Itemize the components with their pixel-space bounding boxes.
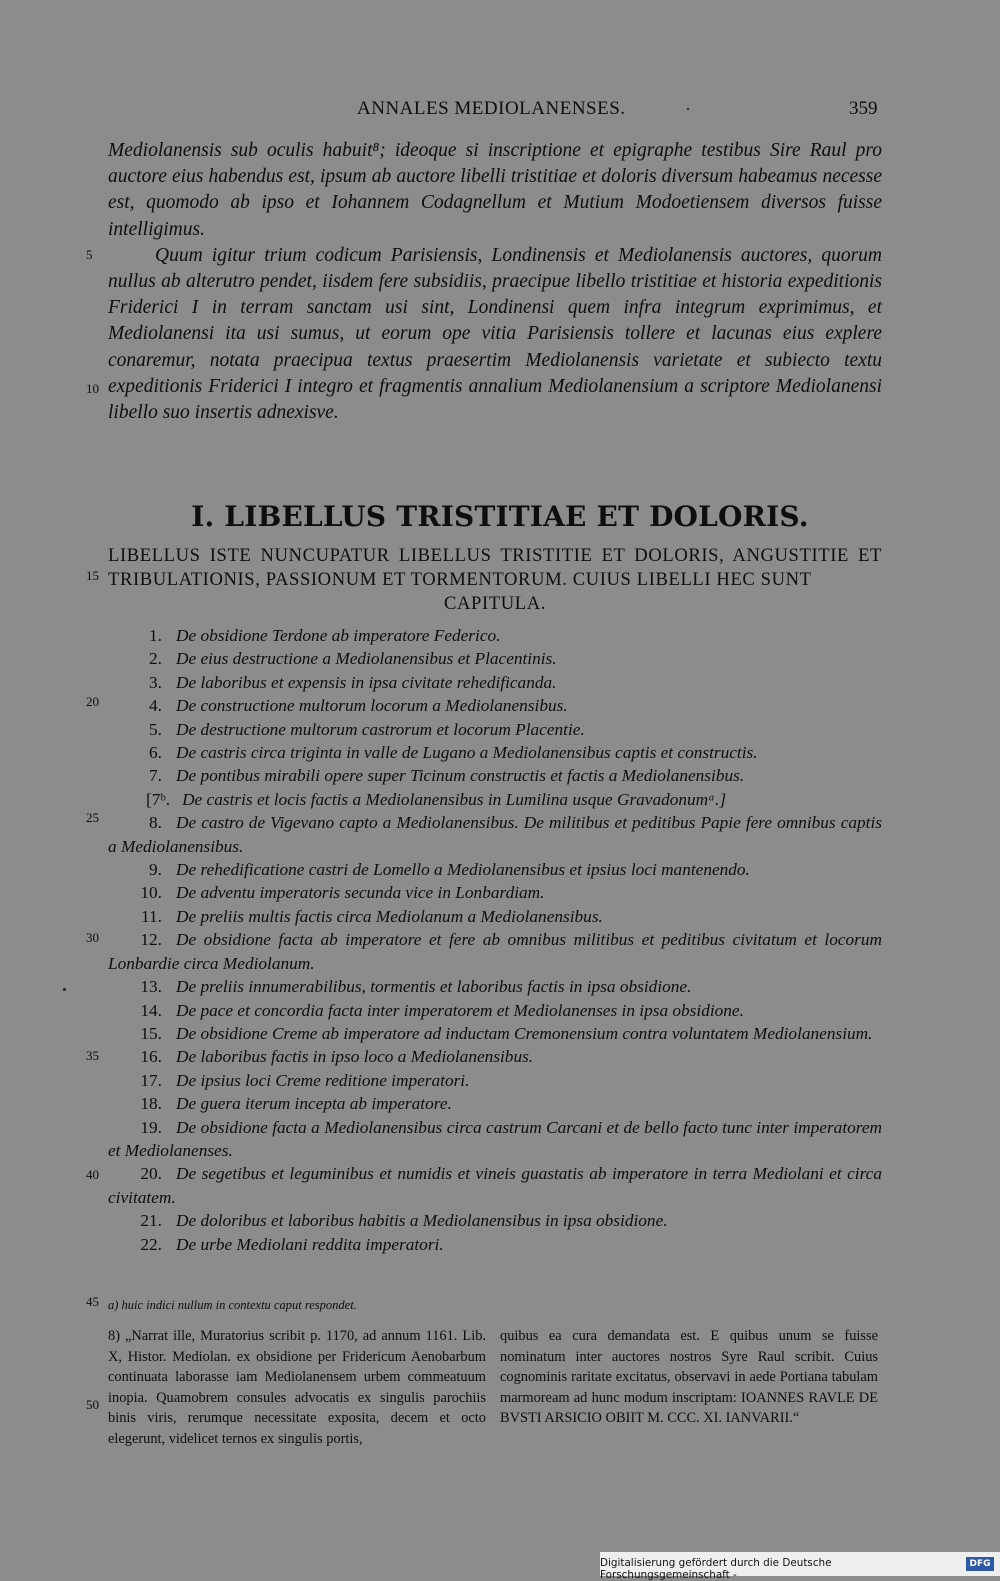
chapter-number: 14. (140, 1000, 162, 1020)
list-item (108, 1092, 882, 1115)
line-number: 50 (86, 1397, 99, 1412)
line-number: 10 (86, 381, 99, 396)
list-item (108, 1233, 882, 1256)
chapter-number: 15. (140, 1023, 162, 1043)
chapter-number: 8. (149, 813, 162, 833)
rubric (108, 544, 882, 616)
chapter-title: De eius destructione a Mediolanensibus et Placentinis. (176, 649, 557, 669)
rubric-main: LIBELLUS ISTE NUNCUPATUR LIBELLUS TRISTITIE ET DOLORIS, ANGUSTITIE ET TRIBULATIONIS, PASSIONUM ET TORMENTORUM. CUIUS LIBELLI HEC SUNT (108, 545, 882, 590)
list-item (108, 671, 882, 694)
chapter-number: 18. (140, 1094, 162, 1114)
list-item (108, 624, 882, 647)
chapter-number: 16. (140, 1047, 162, 1067)
rubric-last: CAPITULA. (444, 593, 546, 614)
list-item (108, 975, 882, 998)
chapter-number: 1. (149, 626, 162, 645)
line-number: 40 (86, 1167, 99, 1182)
chapter-number: 13. (140, 977, 162, 997)
page-number: 359 (849, 98, 878, 119)
list-item (108, 1162, 882, 1209)
list-item (108, 694, 882, 717)
list-item (108, 928, 882, 975)
chapter-list (108, 624, 882, 1256)
line-number: 20 (86, 694, 99, 709)
chapter-title: De urbe Mediolani reddita imperatori. (176, 1234, 444, 1254)
chapter-title: De laboribus et expensis in ipsa civitate rehedificanda. (176, 672, 557, 692)
list-item (108, 811, 882, 858)
chapter-number: 7. (149, 766, 162, 786)
chapter-title: De preliis multis factis circa Mediolanum a Mediolanensibus. (176, 906, 603, 926)
chapter-number: [7ᵇ. (146, 789, 171, 809)
scan-speck (63, 988, 66, 991)
list-item (108, 1209, 882, 1232)
line-number: 5 (86, 247, 93, 262)
intro-paragraph-1: Mediolanensis sub oculis habuit⁸; ideoque si inscriptione et epigraphe testibus Sire Raul pro auctore eius habendus est, ipsum ab auctore libelli tristitiae et doloris diversum habeamus necesse est, quomodo ab ipso et Iohannem Codagnellum et Mutium Modoetiensem diversos fuisse intelligimus. (108, 140, 882, 240)
chapter-number: 17. (140, 1070, 162, 1090)
list-item (108, 858, 882, 881)
section-title: I. LIBELLUS TRISTITIAE ET DOLORIS. (191, 500, 809, 533)
chapter-title: De laboribus factis in ipso loco a Mediolanensibus. (176, 1047, 534, 1067)
footnote-a: a) huic indici nullum in contextu caput respondet. (108, 1298, 357, 1312)
chapter-title: De obsidione Terdone ab imperatore Federico. (176, 626, 501, 645)
list-item (108, 741, 882, 764)
chapter-title: De castro de Vigevano capto a Mediolanensibus. De militibus et peditibus Papie fere omnibus captis a Mediolanensibus. (108, 813, 882, 856)
chapter-title: De rehedificatione castri de Lomello a Mediolanensibus et ipsius loci mantenendo. (176, 860, 750, 880)
list-item (108, 999, 882, 1022)
list-item (108, 764, 882, 787)
running-title: ANNALES MEDIOLANENSES. (357, 98, 626, 119)
footnote-8-left-column: 8) „Narrat ille, Muratorius scribit p. 1170, ad annum 1161. Lib. X, Histor. Mediolan. ex obsidione per Fridericum Aenobarbum continuata laborasse iam Mediolanensem urbem commeatuum inopia. Quamobrem consules advocatis ex singulis parochiis binis viris, rerumque necessitate exposita, decem et octo elegerunt, videlicet ternos ex singulis portis, (108, 1328, 486, 1447)
chapter-title: De obsidione Creme ab imperatore ad inductam Cremonensium contra voluntatem Mediolanensium. (176, 1023, 873, 1043)
list-item (108, 905, 882, 928)
list-item (108, 1069, 882, 1092)
chapter-title: De preliis innumerabilibus, tormentis et laboribus factis in ipsa obsidione. (176, 977, 692, 997)
chapter-number: 20. (140, 1164, 162, 1184)
chapter-number: 21. (140, 1211, 162, 1231)
list-item (108, 718, 882, 741)
chapter-number: 19. (140, 1117, 162, 1137)
scan-speck (687, 108, 689, 110)
line-number: 30 (86, 930, 99, 945)
line-number: 25 (86, 810, 99, 825)
line-number: 15 (86, 568, 99, 583)
list-item (108, 647, 882, 670)
digitization-credit-bar (600, 1552, 1000, 1581)
line-number: 45 (86, 1294, 99, 1309)
intro-text (108, 138, 882, 426)
list-item (108, 1045, 882, 1068)
chapter-number: 4. (149, 696, 162, 716)
credit-text: Digitalisierung gefördert durch die Deutsche Forschungsgemeinschaft - (600, 1557, 832, 1581)
chapter-title: De pace et concordia facta inter imperatorem et Mediolanenses in ipsa obsidione. (176, 1000, 744, 1020)
chapter-title: De castris circa triginta in valle de Lugano a Mediolanensibus captis et constructis. (176, 743, 758, 763)
chapter-title: De obsidione facta ab imperatore et fere ab omnibus militibus et peditibus civitatum et locorum Lonbardie circa Mediolanum. (108, 930, 882, 973)
list-item (108, 881, 882, 904)
list-item (108, 788, 882, 811)
chapter-title: De doloribus et laboribus habitis a Mediolanensibus in ipsa obsidione. (176, 1211, 668, 1231)
chapter-number: 12. (140, 930, 162, 950)
chapter-number: 11. (141, 906, 162, 926)
intro-paragraph-2: Quum igitur trium codicum Parisiensis, Londinensis et Mediolanensis auctores, quorum nullus ab alterutro pendet, iisdem fere subsidiis, praecipue libello tristitiae et historia expeditionis Friderici I in terram sanctam usi sint, Londinensi quem infra integrum exprimimus, et Mediolanensi ita usi sumus, ut eorum ope vitia Parisiensis tollere et lacunas eius explere conaremur, notata praecipua textus praesertim Mediolanensis varietate et subiecto textu expeditionis Friderici I integro et fragmentis annalium Mediolanensium a scriptore Mediolanensi libello suo insertis adnexisve. (108, 244, 882, 424)
page-header (0, 98, 1000, 124)
chapter-number: 22. (140, 1234, 162, 1254)
chapter-title: De segetibus et leguminibus et numidis et vineis guastatis ab imperatore in terra Mediolani et circa civitatem. (108, 1164, 882, 1207)
chapter-number: 3. (149, 672, 162, 692)
chapter-title: De adventu imperatoris secunda vice in Lonbardiam. (176, 883, 545, 903)
list-item (108, 1022, 882, 1045)
chapter-number: 2. (149, 649, 162, 669)
chapter-number: 6. (149, 743, 162, 763)
dfg-logo-icon[interactable]: DFG (966, 1557, 994, 1571)
chapter-number: 5. (149, 719, 162, 739)
chapter-title: De destructione multorum castrorum et locorum Placentie. (176, 719, 585, 739)
chapter-number: 9. (149, 860, 162, 880)
chapter-number: 10. (140, 883, 162, 903)
chapter-title: De constructione multorum locorum a Mediolanensibus. (176, 696, 568, 716)
footnote-8-right-column: quibus ea cura demandata est. E quibus unum se fuisse nominatum inter auctores nostros Syre Raul scribit. Cuius cognominis raritate excitatus, observavi in aede Portiana tabulam marmoream ad hunc modum inscriptam: IOANNES RAVLE DE BVSTI ARSICIO OBIIT M. CCC. XI. IANVARII.“ (500, 1328, 878, 1426)
chapter-title: De ipsius loci Creme reditione imperatori. (176, 1070, 470, 1090)
list-item (108, 1116, 882, 1163)
line-number: 35 (86, 1048, 99, 1063)
chapter-title: De obsidione facta a Mediolanensibus circa castrum Carcani et de bello facto tunc inter imperatorem et Mediolanenses. (108, 1117, 882, 1160)
chapter-title: De castris et locis factis a Mediolanensibus in Lumilina usque Gravadonumᵃ.] (182, 789, 727, 809)
chapter-title: De pontibus mirabili opere super Ticinum constructis et factis a Mediolanensibus. (176, 766, 745, 786)
chapter-title: De guera iterum incepta ab imperatore. (176, 1094, 452, 1114)
